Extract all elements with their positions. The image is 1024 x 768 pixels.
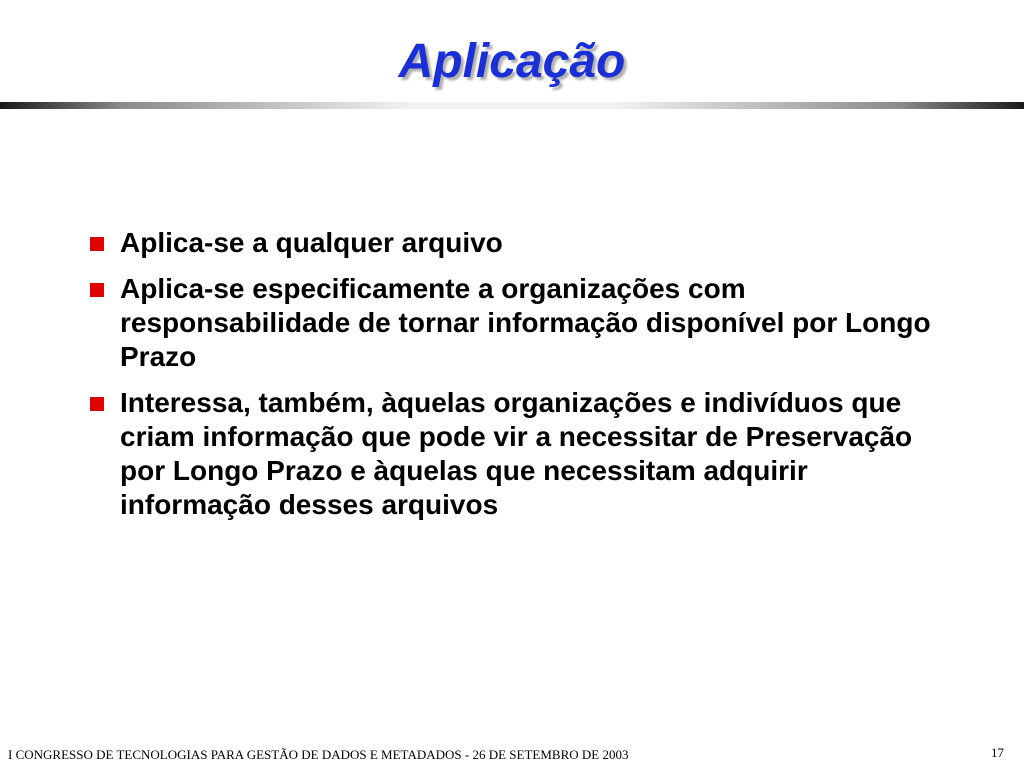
- bullet-text: Aplica-se especificamente a organizações com responsabilidade de tornar informação disponível por Longo Prazo: [120, 273, 931, 372]
- bullet-text: Interessa, também, àquelas organizações e indivíduos que criam informação que pode vir a necessitar de Preservação por Longo Prazo e àquelas que necessitam adquirir informação desses arquivos: [120, 387, 913, 520]
- red-square-bullet-icon: [90, 237, 104, 251]
- bullet-item: [86, 272, 946, 374]
- title-divider: [0, 102, 1024, 109]
- bullet-list: [86, 226, 946, 534]
- bullet-text: Aplica-se a qualquer arquivo: [120, 227, 503, 258]
- red-square-bullet-icon: [90, 283, 104, 297]
- slide-title: Aplicação: [398, 35, 626, 88]
- page-number: 17: [991, 745, 1004, 760]
- bullet-item: [86, 386, 946, 522]
- red-square-bullet-icon: [90, 397, 104, 411]
- bullet-item: [86, 226, 946, 260]
- footer-conference-text: I CONGRESSO DE TECNOLOGIAS PARA GESTÃO DE DADOS E METADADOS - 26 DE SETEMBRO DE 2003: [8, 747, 629, 762]
